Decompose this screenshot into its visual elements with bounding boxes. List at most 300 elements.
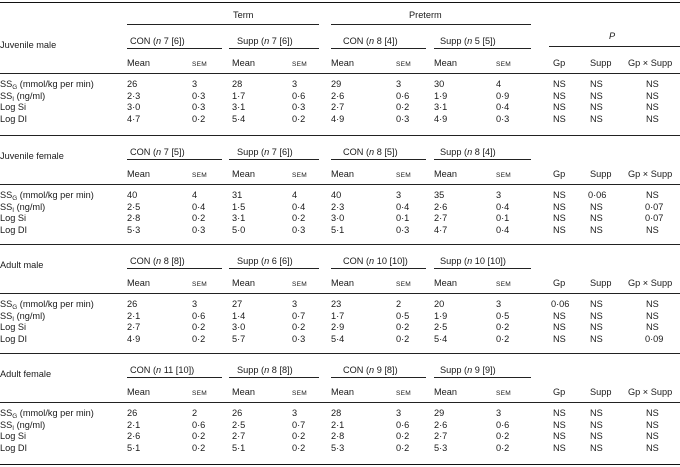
cell-sem: 0·3 <box>292 225 306 235</box>
cell-p: NS <box>590 225 603 235</box>
cell-sem: 0·3 <box>496 114 510 124</box>
cell-sem: 0·4 <box>192 202 206 212</box>
cell-sem: 0·3 <box>192 91 206 101</box>
cell-p: 0·06 <box>551 299 570 309</box>
row-label-main: SS <box>0 79 13 89</box>
group-label: Supp (n 10 [10]) <box>440 256 506 266</box>
cell-sem: 0·2 <box>192 114 206 124</box>
section-title: Adult female <box>0 369 52 379</box>
cell-p: NS <box>590 322 603 332</box>
cell-p: NS <box>553 225 566 235</box>
group-span-rule <box>127 268 222 269</box>
cell-p: NS <box>590 79 603 89</box>
cell-p: NS <box>590 202 603 212</box>
col-header-mean: Mean <box>127 387 150 397</box>
group-span-rule <box>229 48 319 49</box>
cell-p: NS <box>590 420 603 430</box>
cell-p: NS <box>553 102 566 112</box>
cell-p: NS <box>590 431 603 441</box>
row-label-logdi: Log DI <box>0 334 28 344</box>
cell-sem: 3 <box>496 190 502 200</box>
cell-p: 0·06 <box>588 190 607 200</box>
cell-mean: 3·0 <box>127 102 141 112</box>
cell-mean: 1·7 <box>232 91 246 101</box>
cell-sem: 3 <box>496 299 502 309</box>
cell-p: NS <box>590 334 603 344</box>
cell-mean: 1·5 <box>232 202 246 212</box>
col-header-gp: Gp <box>553 58 566 68</box>
row-label-logdi: Log DI <box>0 225 28 235</box>
cell-sem: 3 <box>396 408 402 418</box>
col-header-sem: SEM <box>292 61 307 68</box>
col-header-sem: SEM <box>496 172 511 179</box>
cell-p: NS <box>646 322 659 332</box>
group-span-rule <box>434 268 531 269</box>
cell-mean: 5·3 <box>434 443 448 453</box>
group-label: Supp (n 8 [8]) <box>237 365 293 375</box>
row-label-subscript: I <box>12 316 15 323</box>
col-header-sem: SEM <box>292 172 307 179</box>
cell-mean: 5·1 <box>232 443 246 453</box>
cell-p: NS <box>553 311 566 321</box>
cell-mean: 2·3 <box>331 202 345 212</box>
section-title: Adult male <box>0 260 44 270</box>
group-label: Supp (n 7 [6]) <box>237 36 293 46</box>
cell-p: NS <box>646 225 659 235</box>
cell-mean: 2·6 <box>127 431 141 441</box>
cell-mean: 26 <box>127 299 138 309</box>
cell-mean: 30 <box>434 79 445 89</box>
col-header-sem: SEM <box>396 281 411 288</box>
table-top-rule <box>0 2 680 3</box>
cell-p: NS <box>553 114 566 124</box>
cell-p: 0·09 <box>645 334 664 344</box>
cell-p: NS <box>646 443 659 453</box>
cell-mean: 2·9 <box>331 322 345 332</box>
cell-mean: 40 <box>331 190 342 200</box>
group-span-rule <box>434 377 531 378</box>
row-label-unit: (ng/ml) <box>14 202 46 212</box>
cell-p: NS <box>553 420 566 430</box>
cell-sem: 0·4 <box>292 202 306 212</box>
cell-mean: 1·9 <box>434 91 448 101</box>
cell-mean: 3·1 <box>232 102 246 112</box>
cell-mean: 2·5 <box>434 322 448 332</box>
group-span-rule <box>229 268 319 269</box>
cell-sem: 0·2 <box>292 443 306 453</box>
col-header-mean: Mean <box>434 278 457 288</box>
col-header-mean: Mean <box>127 58 150 68</box>
cell-mean: 2·7 <box>434 431 448 441</box>
cell-mean: 2·5 <box>127 202 141 212</box>
row-label-unit: (ng/ml) <box>14 420 46 430</box>
col-header-sem: SEM <box>192 61 207 68</box>
cell-p: NS <box>553 334 566 344</box>
cell-mean: 5·0 <box>232 225 246 235</box>
cell-mean: 35 <box>434 190 445 200</box>
col-header-sem: SEM <box>192 390 207 397</box>
cell-sem: 0·6 <box>396 420 410 430</box>
cell-sem: 0·4 <box>396 202 410 212</box>
term-span-rule <box>127 24 319 25</box>
row-label-main: SS <box>0 190 13 200</box>
cell-p: NS <box>553 190 566 200</box>
cell-sem: 2 <box>396 299 402 309</box>
row-label-subscript: G <box>12 195 18 202</box>
cell-sem: 0·2 <box>292 213 306 223</box>
cell-sem: 0·2 <box>496 334 510 344</box>
row-label-logdi: Log DI <box>0 443 28 453</box>
row-label-subscript: G <box>12 304 18 311</box>
cell-sem: 3 <box>292 79 298 89</box>
cell-mean: 5·3 <box>127 225 141 235</box>
group-span-rule <box>434 159 531 160</box>
header-rule <box>0 73 680 74</box>
cell-mean: 23 <box>331 299 342 309</box>
row-label-logsi: Log Si <box>0 431 27 441</box>
row-label-logsi: Log Si <box>0 102 27 112</box>
col-header-mean: Mean <box>331 278 354 288</box>
cell-mean: 2·8 <box>127 213 141 223</box>
cell-p: NS <box>646 102 659 112</box>
group-span-rule <box>127 377 222 378</box>
cell-p: NS <box>553 408 566 418</box>
cell-mean: 20 <box>434 299 445 309</box>
header-p: P <box>609 31 616 41</box>
cell-mean: 2·8 <box>331 431 345 441</box>
cell-sem: 0·7 <box>292 311 306 321</box>
cell-mean: 2·1 <box>127 311 141 321</box>
cell-mean: 4·9 <box>434 114 448 124</box>
cell-sem: 3 <box>292 299 298 309</box>
cell-p: NS <box>590 114 603 124</box>
cell-mean: 26 <box>127 79 138 89</box>
row-label-main: SS <box>0 311 13 321</box>
row-label-logsi: Log Si <box>0 213 27 223</box>
cell-mean: 2·6 <box>434 202 448 212</box>
cell-mean: 28 <box>232 79 243 89</box>
cell-mean: 3·0 <box>331 213 345 223</box>
cell-sem: 0·7 <box>292 420 306 430</box>
cell-sem: 0·2 <box>396 102 410 112</box>
header-rule <box>0 184 680 185</box>
cell-p: NS <box>553 443 566 453</box>
cell-mean: 3·1 <box>232 213 246 223</box>
col-header-supp: Supp <box>590 278 612 288</box>
col-header-gp: Gp <box>553 169 566 179</box>
cell-sem: 0·6 <box>496 420 510 430</box>
cell-p: NS <box>646 190 659 200</box>
row-label-unit: (mmol/kg per min) <box>17 408 94 418</box>
group-span-rule <box>331 159 426 160</box>
cell-sem: 0·5 <box>396 311 410 321</box>
col-header-mean: Mean <box>232 58 255 68</box>
col-header-supp: Supp <box>590 387 612 397</box>
preterm-span-rule <box>331 24 531 25</box>
col-header-gp: Gp <box>553 278 566 288</box>
cell-p: NS <box>646 408 659 418</box>
group-label: Supp (n 7 [6]) <box>237 147 293 157</box>
cell-p: 0·07 <box>645 213 664 223</box>
cell-mean: 4·7 <box>127 114 141 124</box>
row-label-main: SS <box>0 299 13 309</box>
section-separator-rule <box>0 135 680 136</box>
cell-sem: 0·4 <box>496 202 510 212</box>
header-rule <box>0 293 680 294</box>
cell-mean: 29 <box>331 79 342 89</box>
cell-sem: 0·1 <box>396 213 410 223</box>
cell-mean: 2·1 <box>331 420 345 430</box>
group-label: CON (n 7 [6]) <box>130 36 185 46</box>
cell-sem: 3 <box>496 408 502 418</box>
row-label-unit: (mmol/kg per min) <box>17 79 94 89</box>
cell-sem: 3 <box>396 79 402 89</box>
group-label: CON (n 11 [10]) <box>130 365 195 375</box>
cell-sem: 4 <box>496 79 502 89</box>
cell-mean: 2·7 <box>232 431 246 441</box>
cell-sem: 0·2 <box>292 114 306 124</box>
group-label: CON (n 8 [8]) <box>130 256 185 266</box>
cell-sem: 0·2 <box>192 443 206 453</box>
col-header-sem: SEM <box>292 281 307 288</box>
section-title: Juvenile male <box>0 40 57 50</box>
cell-sem: 3 <box>192 299 198 309</box>
cell-mean: 2·5 <box>232 420 246 430</box>
row-label-unit: (ng/ml) <box>14 311 46 321</box>
cell-mean: 26 <box>127 408 138 418</box>
section-title: Juvenile female <box>0 151 64 161</box>
col-header-mean: Mean <box>434 169 457 179</box>
col-header-mean: Mean <box>127 169 150 179</box>
cell-p: 0·07 <box>645 202 664 212</box>
cell-mean: 31 <box>232 190 243 200</box>
cell-p: NS <box>646 79 659 89</box>
cell-p: NS <box>590 299 603 309</box>
cell-p: NS <box>590 213 603 223</box>
header-term: Term <box>233 10 254 20</box>
row-label-subscript: I <box>12 425 15 432</box>
group-label: CON (n 10 [10]) <box>343 256 408 266</box>
cell-sem: 0·3 <box>396 225 410 235</box>
cell-sem: 2 <box>192 408 198 418</box>
cell-sem: 0·1 <box>496 213 510 223</box>
col-header-mean: Mean <box>331 58 354 68</box>
cell-sem: 4 <box>192 190 198 200</box>
cell-sem: 0·5 <box>496 311 510 321</box>
row-label-main: SS <box>0 202 13 212</box>
cell-mean: 29 <box>434 408 445 418</box>
row-label-subscript: I <box>12 207 15 214</box>
cell-mean: 26 <box>232 408 243 418</box>
group-label: Supp (n 9 [9]) <box>440 365 496 375</box>
cell-sem: 0·2 <box>396 443 410 453</box>
cell-sem: 0·6 <box>396 91 410 101</box>
cell-mean: 28 <box>331 408 342 418</box>
row-label-main: SS <box>0 408 13 418</box>
group-label: CON (n 9 [8]) <box>343 365 398 375</box>
cell-p: NS <box>553 322 566 332</box>
col-header-sem: SEM <box>192 281 207 288</box>
cell-p: NS <box>590 91 603 101</box>
group-span-rule <box>331 48 426 49</box>
cell-p: NS <box>646 431 659 441</box>
cell-p: NS <box>590 311 603 321</box>
cell-mean: 5·1 <box>331 225 345 235</box>
col-header-gpxsupp: Gp × Supp <box>628 169 673 179</box>
col-header-mean: Mean <box>434 58 457 68</box>
group-span-rule <box>229 377 319 378</box>
col-header-sem: SEM <box>192 172 207 179</box>
cell-mean: 5·4 <box>434 334 448 344</box>
cell-sem: 0·6 <box>192 311 206 321</box>
col-header-mean: Mean <box>127 278 150 288</box>
cell-p: NS <box>553 202 566 212</box>
cell-mean: 4·9 <box>127 334 141 344</box>
row-label-logdi: Log DI <box>0 114 28 124</box>
cell-sem: 4 <box>292 190 298 200</box>
cell-sem: 0·3 <box>292 334 306 344</box>
row-label-main: SS <box>0 420 13 430</box>
col-header-mean: Mean <box>232 169 255 179</box>
row-label-subscript: G <box>12 84 18 91</box>
cell-sem: 0·3 <box>192 102 206 112</box>
cell-mean: 3·0 <box>232 322 246 332</box>
cell-p: NS <box>553 431 566 441</box>
col-header-sem: SEM <box>496 281 511 288</box>
group-span-rule <box>331 268 426 269</box>
cell-p: NS <box>646 299 659 309</box>
group-span-rule <box>229 159 319 160</box>
group-label: CON (n 7 [5]) <box>130 147 185 157</box>
cell-mean: 2·7 <box>331 102 345 112</box>
cell-mean: 2·1 <box>127 420 141 430</box>
cell-sem: 0·2 <box>496 431 510 441</box>
cell-mean: 5·4 <box>331 334 345 344</box>
cell-p: NS <box>590 102 603 112</box>
cell-sem: 0·4 <box>496 102 510 112</box>
cell-mean: 2·6 <box>434 420 448 430</box>
col-header-supp: Supp <box>590 169 612 179</box>
cell-sem: 0·2 <box>192 213 206 223</box>
cell-p: NS <box>590 443 603 453</box>
col-header-sem: SEM <box>496 390 511 397</box>
row-label-subscript: G <box>12 413 18 420</box>
cell-sem: 0·2 <box>496 443 510 453</box>
col-header-mean: Mean <box>232 278 255 288</box>
cell-sem: 0·4 <box>496 225 510 235</box>
section-separator-rule <box>0 244 680 245</box>
cell-sem: 0·2 <box>496 322 510 332</box>
group-span-rule <box>127 159 222 160</box>
row-label-logsi: Log Si <box>0 322 27 332</box>
cell-mean: 2·7 <box>127 322 141 332</box>
cell-sem: 0·2 <box>396 334 410 344</box>
cell-sem: 3 <box>396 190 402 200</box>
group-label: Supp (n 6 [6]) <box>237 256 293 266</box>
col-header-sem: SEM <box>396 61 411 68</box>
cell-mean: 4·7 <box>434 225 448 235</box>
group-label: CON (n 8 [4]) <box>343 36 398 46</box>
cell-p: NS <box>646 114 659 124</box>
col-header-sem: SEM <box>292 390 307 397</box>
cell-p: NS <box>590 408 603 418</box>
section-separator-rule <box>0 353 680 354</box>
cell-p: NS <box>646 420 659 430</box>
cell-p: NS <box>553 213 566 223</box>
group-label: Supp (n 8 [4]) <box>440 147 496 157</box>
cell-p: NS <box>646 311 659 321</box>
cell-mean: 3·1 <box>434 102 448 112</box>
col-header-mean: Mean <box>331 169 354 179</box>
group-span-rule <box>331 377 426 378</box>
table-bottom-rule <box>0 464 680 465</box>
cell-mean: 5·4 <box>232 114 246 124</box>
group-span-rule <box>127 48 222 49</box>
col-header-gpxsupp: Gp × Supp <box>628 278 673 288</box>
cell-mean: 1·7 <box>331 311 345 321</box>
cell-mean: 40 <box>127 190 138 200</box>
cell-mean: 5·1 <box>127 443 141 453</box>
row-label-unit: (mmol/kg per min) <box>17 299 94 309</box>
row-label-main: SS <box>0 91 13 101</box>
col-header-sem: SEM <box>396 390 411 397</box>
col-header-mean: Mean <box>434 387 457 397</box>
cell-mean: 5·3 <box>331 443 345 453</box>
cell-sem: 0·6 <box>292 91 306 101</box>
cell-sem: 0·9 <box>496 91 510 101</box>
cell-sem: 0·3 <box>292 102 306 112</box>
cell-mean: 5·7 <box>232 334 246 344</box>
cell-mean: 2·3 <box>127 91 141 101</box>
cell-sem: 0·2 <box>192 334 206 344</box>
cell-sem: 0·2 <box>396 322 410 332</box>
row-label-unit: (mmol/kg per min) <box>17 190 94 200</box>
col-header-gpxsupp: Gp × Supp <box>628 58 673 68</box>
cell-sem: 0·3 <box>396 114 410 124</box>
col-header-sem: SEM <box>496 61 511 68</box>
col-header-sem: SEM <box>396 172 411 179</box>
cell-sem: 3 <box>292 408 298 418</box>
cell-mean: 4·9 <box>331 114 345 124</box>
cell-sem: 0·2 <box>192 431 206 441</box>
col-header-gpxsupp: Gp × Supp <box>628 387 673 397</box>
cell-sem: 0·2 <box>396 431 410 441</box>
cell-p: NS <box>553 79 566 89</box>
cell-sem: 0·6 <box>192 420 206 430</box>
cell-mean: 1·9 <box>434 311 448 321</box>
cell-sem: 3 <box>192 79 198 89</box>
col-header-mean: Mean <box>331 387 354 397</box>
cell-sem: 0·2 <box>292 431 306 441</box>
group-span-rule <box>434 48 531 49</box>
col-header-supp: Supp <box>590 58 612 68</box>
cell-sem: 0·2 <box>192 322 206 332</box>
header-preterm: Preterm <box>409 10 442 20</box>
group-label: CON (n 8 [5]) <box>343 147 398 157</box>
header-rule <box>0 402 680 403</box>
cell-mean: 27 <box>232 299 243 309</box>
cell-p: NS <box>646 91 659 101</box>
cell-sem: 0·2 <box>292 322 306 332</box>
row-label-unit: (ng/ml) <box>14 91 46 101</box>
row-label-subscript: I <box>12 96 15 103</box>
group-label: Supp (n 5 [5]) <box>440 36 496 46</box>
cell-mean: 1·4 <box>232 311 246 321</box>
p-span-rule <box>549 46 680 47</box>
cell-mean: 2·6 <box>331 91 345 101</box>
cell-p: NS <box>553 91 566 101</box>
col-header-mean: Mean <box>232 387 255 397</box>
